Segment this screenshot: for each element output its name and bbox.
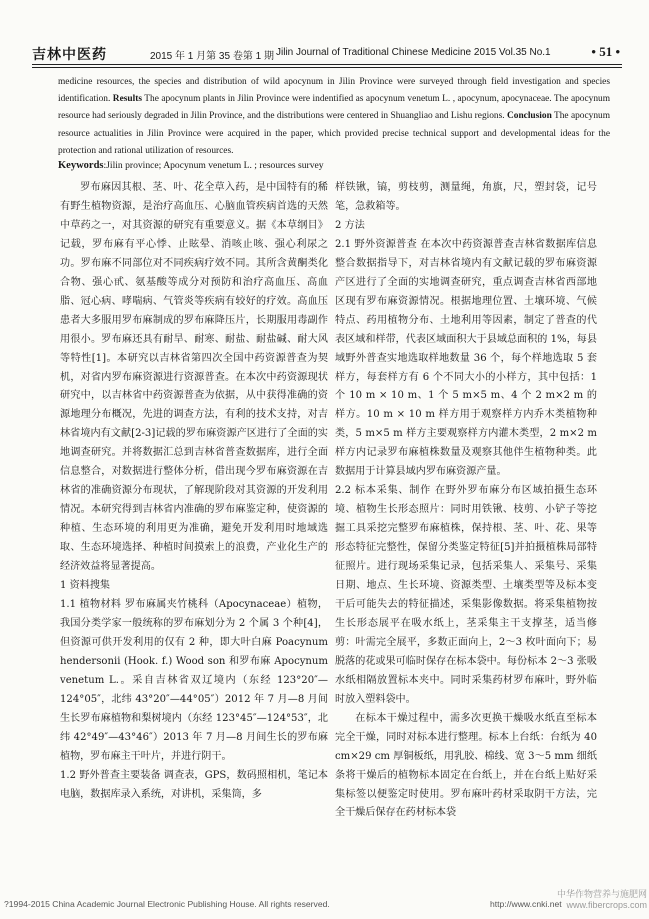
section-2-2-paragraph: 2.2 标本采集、制作 在野外罗布麻分布区域拍摄生态环境、植物生长形态照片：同时用铁锹、枝剪、小铲子等挖掘工具采挖完整罗布麻植株，保持根、茎、叶、花、果等形态特征完整性，保留分类鉴定特征[5]并拍摄植株局部特征照片。进行现场采集记录，包括采集人、采集号、采集日期、地点、生长环境、资源类型、土壤类型等及标本变干后可能失去的特征描述，采集影像数据。将采集植物按生长形态展平在吸水纸上，茎采集主干支撑茎，适当修剪：叶需完全展平，多数正面向上，2～3 枚叶面向下；易脱落的花或果可临时保存在标本袋中。每份标本 2～3 张吸水纸相隔放置标本夹中。同时采集药材罗布麻叶，野外临时放入塑料袋中。 [335,485,597,705]
section-1-2-continuation: 样铁锹，镐，剪枝剪，测量绳，角旗，尺，塑封袋，记号笔，急救箱等。 [335,182,597,212]
conclusion-label: Conclusion [506,111,552,122]
running-header [32,44,622,64]
section-2-1-paragraph: 2.1 野外资源普查 在本次中药资源普查吉林省数据库信息整合数据指导下，对吉林省境内有文献记载的罗布麻资源产区进行了全面的实地调查研究，重点调查吉林省西部地区现有罗布麻资源情况。根据地理位置、土壤环境、气候特点、药用植物分布、土地利用等因素，制定了普查的代表区域和样带，代表区域面积大于县域总面积的 1%，每县域野外普查实地选取样地数量 36 个，每个样地选取 5 套样方，每套样方有 6 个不同大小的小样方，其中包括：1 个 10 m × 10 m、1 个 5 m×5 m、4 个 2 m×2 m 的样方。10 m × 10 m 样方用于观察样方内乔木类植物种类，5 m×5 m 样方主要观察样方内灌木类型，2 m×2 m 样方内记录罗布麻植株数量及观察其他伴生植物种类。此数据用于计算县域内罗布麻资源产量。 [335,238,597,478]
issue-info-cn: 2015 年 1 月第 35 卷第 1 期 [150,51,274,62]
watermark-line-1: 中华作物营养与施肥网 [556,889,647,899]
intro-paragraph: 罗布麻因其根、茎、叶、花全草入药，是中国特有的稀有野生植物资源，是治疗高血压、心脑血管疾病首选的天然中草药之一，对其资源的研究有重要意义。据《本草纲目》记载，罗布麻有平心悸、止眩晕、消咳止咳、强心利尿之功。罗布麻不同部位对不同疾病疗效不同。其所含黄酮类化合物、强心甙、氨基酸等成分对预防和治疗高血压、高血脂、冠心病、哮喘病、气管炎等疾病有较好的疗效。高血压患者大多服用罗布麻制成的罗布麻降压片，长期服用毒副作用很小。罗布麻还具有耐旱、耐寒、耐盐、耐盐碱、耐大风等特性[1]。本研究以吉林省第四次全国中药资源普查为契机，对省内罗布麻资源进行资源普查。在本次中药资源现状研究中，以吉林省中药资源普查为依据，从中获得准确的资源地理分布概况，先进的调查方法，有利的技术支持，对吉林省境内有文献[2-3]记载的罗布麻资源产区进行了全面的实地调查研究。并将数据汇总到吉林省普查数据库，进行全面信息整合，对数据进行整体分析，借出现今罗布麻资源在吉林省的准确资源分布现状，了解现阶段对其资源的开发利用情况。本研究得到吉林省内准确的罗布麻鉴定种，使资源的种植、生态环境的利用更为准确，避免开发利用时地域选取、生态环境选择、种植时间摸索上的浪费，产业化生产的经济效益将显著提高。 [60,182,328,573]
watermark-line-2: www.fibercrops.com [566,900,647,910]
abstract-continuation [58,74,610,160]
left-column [60,179,328,804]
section-1-1-paragraph: 1.1 植物材料 罗布麻属夹竹桃科（Apocynaceae）植物，我国分类学家一般统称的罗布麻划分为 2 个属 3 个种[4]，但资源可供开发利用的仅有 2 种，即大叶白麻 Poacynum hendersonii (Hook. f.) Wood son 和罗布麻 Apocynum venetum L.。采自吉林省双辽境内（东经 123°20″—124°05″，北纬 43°20″—44°05″）2012 年 7 月—8 月间生长罗布麻植物和梨树境内（东经 123°45″—124°53″，北纬 42°49″—43°46″）2013 年 7 月—8 月间生长的罗布麻植物，罗布麻主干叶片，并进行阴干。 [60,598,328,762]
keywords-line [58,160,618,171]
section-2-2-paragraph-2: 在标本干燥过程中，需多次更换干燥吸水纸直至标本完全干燥，同时对标本进行整理。标本上台纸：台纸为 40 cm×29 cm 厚铜板纸，用乳胶、棉线、宽 3～5 mm 细纸条将干燥后的植物标本固定在台纸上，并在台纸上贴好采集标签以便鉴定时使用。罗布麻叶药材采取阴干方法，完全干燥后保存在药材标本袋 [335,712,597,819]
header-rule-thick [32,64,622,65]
abstract-text-3: The apocynum resource actualities in Jilin Province were acquired in the paper, which provided precise technical support and developmental ideas for the protection and rational utilization of resources. [58,111,610,156]
header-rule-thin [32,67,622,68]
page-number: • 51 • [591,44,620,59]
abstract-text-1: medicine resources, the species and distribution of wild apocynum in Jilin Province were surveyed through field investigation and species identification. [58,77,610,105]
results-label: Results [112,94,142,105]
keywords-label: Keywords [58,160,104,171]
issue-info-en: Jilin Journal of Traditional Chinese Medicine 2015 Vol.35 No.1 [276,47,551,58]
journal-logo: 吉林中医药 [32,47,107,63]
section-1-2-paragraph: 1.2 野外普查主要装备 调查表，GPS，数码照相机，笔记本电脑，数据库录入系统，对讲机，采集筒，多 [60,769,328,800]
copyright-notice: ?1994-2015 China Academic Journal Electronic Publishing House. All rights reserved. [4,899,330,909]
keywords-text: :Jilin province; Apocynum venetum L. ; resources survey [103,160,324,171]
abstract-text-2: The apocynum plants in Jilin Province were indentified as apocynum venetum L. , apocynum, apocynaceae. The apocynum resource had seriously degraded in Jilin Province, and the distributions were centered in Shuangliao and Lishu regions. [58,94,610,122]
section-1-heading: 1 资料搜集 [60,580,111,592]
right-column [335,179,597,823]
site-watermark [557,889,647,911]
section-2-heading: 2 方法 [335,219,365,231]
page-footer [4,899,649,913]
cnki-url: http://www.cnki.net [490,899,562,909]
